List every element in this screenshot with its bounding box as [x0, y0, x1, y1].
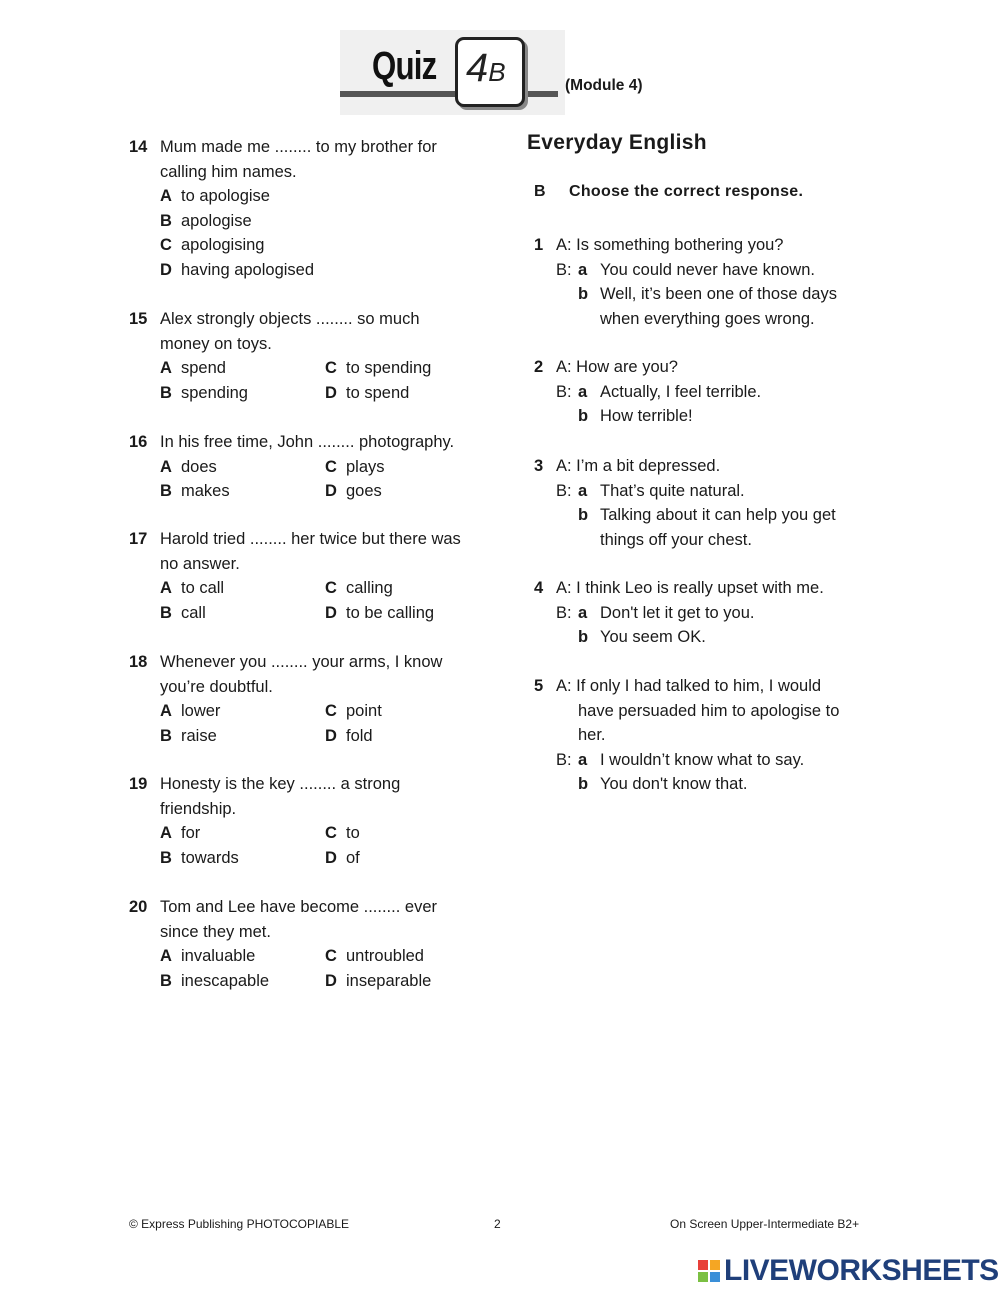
dialogue-number: 2	[534, 358, 544, 376]
option-text: of	[346, 848, 360, 867]
dialogue-prompt: have persuaded him to apologise to	[578, 701, 840, 720]
logo-block	[698, 1272, 708, 1282]
option-text: goes	[346, 482, 382, 500]
response-letter: b	[578, 407, 589, 425]
option-text: having apologised	[181, 260, 315, 279]
section-instruction: Choose the correct response.	[569, 183, 804, 200]
option-text: invaluable	[181, 947, 256, 965]
option-text: lower	[181, 702, 221, 720]
option-text: inescapable	[181, 971, 270, 990]
response-letter: b	[578, 506, 589, 524]
response-letter: a	[578, 750, 588, 769]
question-text: money on toys.	[160, 334, 272, 353]
question-text: no answer.	[160, 554, 240, 573]
option-letter: A	[160, 359, 172, 377]
dialogue-speaker-b: B:	[556, 260, 572, 279]
dialogue-speaker-b: B:	[556, 603, 572, 622]
option-letter: A	[160, 824, 172, 842]
logo-block	[710, 1272, 720, 1282]
response-text: You could never have known.	[600, 260, 815, 279]
response-text: Actually, I feel terrible.	[600, 382, 762, 401]
option-letter: A	[160, 702, 172, 720]
logo-text: LIVEWORKSHEETS	[724, 1254, 999, 1287]
option-letter: D	[160, 260, 172, 279]
option-letter: C	[325, 579, 337, 597]
dialogue-speaker-b: B:	[556, 382, 572, 401]
response-text: Well, it’s been one of those days	[600, 285, 837, 303]
option-text: raise	[181, 726, 217, 745]
question-text: calling him names.	[160, 162, 297, 181]
response-letter: a	[578, 481, 588, 500]
response-letter: b	[578, 285, 589, 303]
question-text: you’re doubtful.	[160, 677, 273, 696]
dialogue-speaker-b: B:	[556, 750, 572, 769]
logo-block	[710, 1260, 720, 1270]
dialogue-prompt: A: How are you?	[556, 358, 678, 376]
dialogue-number: 3	[534, 457, 544, 475]
option-letter: B	[160, 603, 172, 622]
option-letter: C	[160, 236, 172, 254]
option-text: spending	[181, 383, 248, 402]
option-text: point	[346, 702, 382, 720]
logo-block	[698, 1260, 708, 1270]
response-text: Don't let it get to you.	[600, 603, 755, 622]
option-letter: C	[325, 702, 337, 720]
logo-blocks-icon	[698, 1260, 720, 1282]
module-label: (Module 4)	[565, 77, 643, 94]
dialogue-number: 4	[534, 579, 544, 597]
option-letter: B	[160, 482, 172, 500]
option-text: to be calling	[346, 603, 435, 622]
option-text: makes	[181, 482, 230, 500]
dialogue-speaker-b: B:	[556, 481, 572, 500]
option-text: spend	[181, 359, 226, 377]
option-letter: B	[160, 726, 172, 745]
option-letter: C	[325, 947, 337, 965]
response-text: things off your chest.	[600, 530, 752, 549]
question-number: 14	[129, 138, 148, 156]
footer-book-title: On Screen Upper-Intermediate B2+	[670, 1217, 860, 1231]
response-text: when everything goes wrong.	[600, 309, 815, 328]
liveworksheets-logo	[698, 1254, 999, 1288]
dialogue-number: 1	[534, 236, 544, 254]
option-letter: A	[160, 187, 172, 205]
option-letter: C	[325, 457, 337, 476]
option-text: calling	[346, 579, 393, 597]
option-text: inseparable	[346, 971, 432, 990]
question-text: Mum made me ........ to my brother for	[160, 138, 437, 156]
option-text: call	[181, 603, 206, 622]
option-letter: B	[160, 848, 172, 867]
question-number: 15	[129, 310, 148, 328]
response-text: That’s quite natural.	[600, 481, 745, 500]
question-number: 19	[129, 775, 148, 793]
option-text: apologising	[181, 236, 265, 254]
option-text: fold	[346, 726, 373, 745]
section-letter: B	[534, 183, 546, 200]
option-letter: A	[160, 579, 172, 597]
option-letter: D	[325, 971, 337, 990]
option-text: untroubled	[346, 947, 424, 965]
dialogue-prompt: A: I think Leo is really upset with me.	[556, 579, 824, 597]
option-letter: B	[160, 971, 172, 990]
option-letter: D	[325, 603, 337, 622]
response-letter: a	[578, 382, 588, 401]
response-letter: a	[578, 260, 588, 279]
option-letter: A	[160, 457, 172, 476]
option-text: does	[181, 457, 217, 476]
dialogue-number: 5	[534, 677, 544, 695]
response-text: You don't know that.	[600, 775, 748, 793]
dialogue-prompt: A: I’m a bit depressed.	[556, 457, 721, 475]
option-letter: C	[325, 359, 337, 377]
question-number: 17	[129, 530, 148, 548]
question-text: Honesty is the key ........ a strong	[160, 775, 401, 793]
question-number: 16	[129, 433, 148, 451]
option-letter: B	[160, 383, 172, 402]
option-text: apologise	[181, 211, 252, 230]
option-text: to spending	[346, 359, 432, 377]
quiz-title: Quiz	[372, 44, 437, 88]
footer-copyright: © Express Publishing PHOTOCOPIABLE	[129, 1217, 350, 1231]
question-text: Tom and Lee have become ........ ever	[160, 898, 437, 916]
response-letter: b	[578, 628, 589, 646]
option-letter: D	[325, 848, 337, 867]
option-letter: D	[325, 482, 337, 500]
response-letter: b	[578, 775, 589, 793]
response-letter: a	[578, 603, 588, 622]
header-rule	[340, 91, 558, 97]
dialogue-prompt: A: Is something bothering you?	[556, 236, 784, 254]
question-text: In his free time, John ........ photography.	[160, 433, 455, 451]
question-number: 20	[129, 898, 148, 916]
footer-page-number: 2	[494, 1217, 501, 1231]
option-text: plays	[346, 457, 385, 476]
question-text: Whenever you ........ your arms, I know	[160, 653, 443, 671]
question-text: friendship.	[160, 799, 237, 818]
question-number: 18	[129, 653, 148, 671]
response-text: You seem OK.	[600, 628, 706, 646]
dialogue-prompt: her.	[578, 726, 606, 744]
option-text: for	[181, 824, 201, 842]
option-text: towards	[181, 848, 239, 867]
option-letter: C	[325, 824, 337, 842]
question-text: since they met.	[160, 922, 271, 941]
question-text: Alex strongly objects ........ so much	[160, 310, 420, 328]
option-text: to	[346, 824, 360, 842]
option-letter: A	[160, 947, 172, 965]
option-letter: D	[325, 383, 337, 402]
dialogue-prompt: A: If only I had talked to him, I would	[556, 677, 822, 695]
response-text: I wouldn’t know what to say.	[600, 750, 805, 769]
response-text: How terrible!	[600, 407, 693, 425]
response-text: Talking about it can help you get	[600, 506, 836, 524]
quiz-number: 4B	[466, 46, 506, 90]
option-text: to spend	[346, 383, 410, 402]
section-title: Everyday English	[527, 131, 707, 154]
option-text: to call	[181, 579, 225, 597]
question-text: Harold tried ........ her twice but there was	[160, 530, 461, 548]
option-letter: B	[160, 211, 172, 230]
option-letter: D	[325, 726, 337, 745]
quiz-number-box	[455, 37, 525, 107]
option-text: to apologise	[181, 187, 270, 205]
